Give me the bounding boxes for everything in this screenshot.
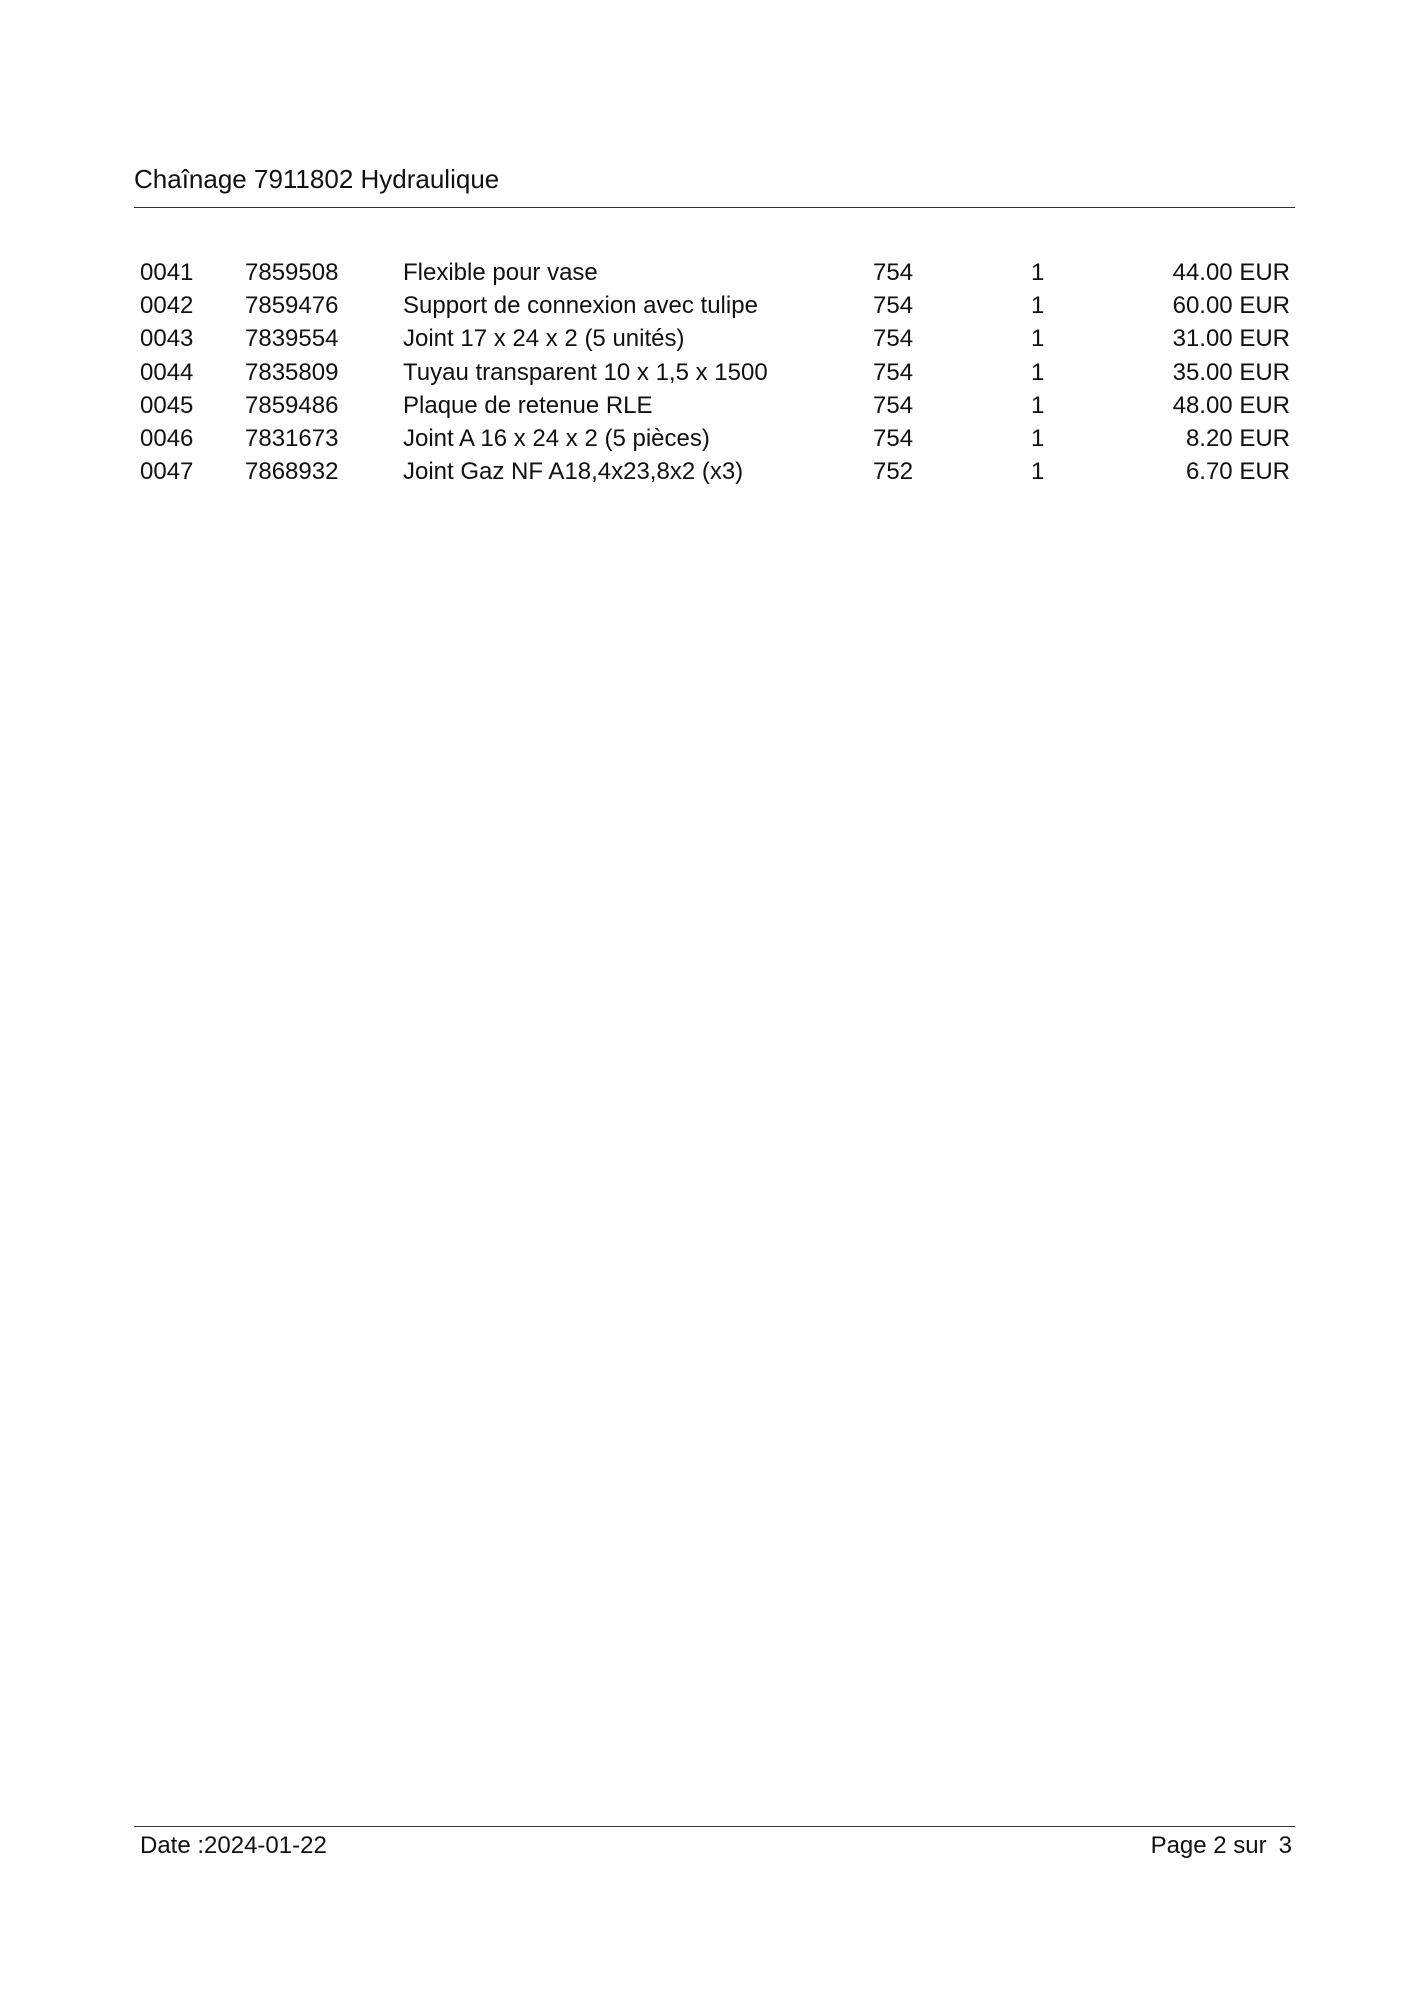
row-price: 48.00 EUR [1172, 391, 1290, 419]
row-group: 754 [873, 325, 914, 353]
page-label: Page 2 sur [1150, 1832, 1267, 1859]
row-position: 0042 [140, 291, 194, 319]
row-quantity: 1 [1031, 358, 1045, 386]
page-title: Chaînage 7911802 Hydraulique [134, 164, 500, 194]
row-position: 0047 [140, 458, 194, 486]
row-description: Plaque de retenue RLE [403, 391, 653, 419]
row-group: 754 [873, 391, 914, 419]
row-group: 754 [873, 425, 914, 453]
footer-divider [134, 1826, 1295, 1827]
page-total: 3 [1278, 1832, 1292, 1859]
table-row [134, 422, 1295, 455]
parts-table [134, 256, 1295, 489]
row-description: Joint Gaz NF A18,4x23,8x2 (x3) [403, 458, 744, 486]
row-reference: 7859486 [245, 391, 339, 419]
table-row [134, 256, 1295, 289]
table-row [134, 289, 1295, 322]
row-quantity: 1 [1031, 458, 1045, 486]
row-quantity: 1 [1031, 425, 1045, 453]
row-quantity: 1 [1031, 291, 1045, 319]
row-price: 35.00 EUR [1172, 358, 1290, 386]
table-row [134, 389, 1295, 422]
row-quantity: 1 [1031, 325, 1045, 353]
row-reference: 7859476 [245, 291, 339, 319]
row-description: Joint 17 x 24 x 2 (5 unités) [403, 325, 685, 353]
row-description: Support de connexion avec tulipe [403, 291, 758, 319]
row-group: 754 [873, 291, 914, 319]
row-group: 752 [873, 458, 914, 486]
row-price: 60.00 EUR [1172, 291, 1290, 319]
row-position: 0041 [140, 258, 194, 286]
row-position: 0044 [140, 358, 194, 386]
page-number [1151, 1831, 1292, 1861]
footer-date: Date :2024-01-22 [140, 1832, 327, 1859]
table-row [134, 323, 1295, 356]
row-reference: 7868932 [245, 458, 339, 486]
row-description: Joint A 16 x 24 x 2 (5 pièces) [403, 425, 710, 453]
row-quantity: 1 [1031, 391, 1045, 419]
row-group: 754 [873, 358, 914, 386]
row-price: 8.20 EUR [1185, 425, 1290, 453]
row-price: 6.70 EUR [1185, 458, 1290, 486]
row-price: 31.00 EUR [1172, 325, 1290, 353]
row-reference: 7839554 [245, 325, 339, 353]
row-reference: 7859508 [245, 258, 339, 286]
header-divider [134, 207, 1295, 208]
row-price: 44.00 EUR [1172, 258, 1290, 286]
row-description: Flexible pour vase [403, 258, 598, 286]
row-position: 0043 [140, 325, 194, 353]
row-reference: 7835809 [245, 358, 339, 386]
row-group: 754 [873, 258, 914, 286]
table-row [134, 356, 1295, 389]
row-position: 0046 [140, 425, 194, 453]
row-position: 0045 [140, 391, 194, 419]
row-description: Tuyau transparent 10 x 1,5 x 1500 [403, 358, 768, 386]
row-reference: 7831673 [245, 425, 339, 453]
row-quantity: 1 [1031, 258, 1045, 286]
table-row [134, 456, 1295, 489]
